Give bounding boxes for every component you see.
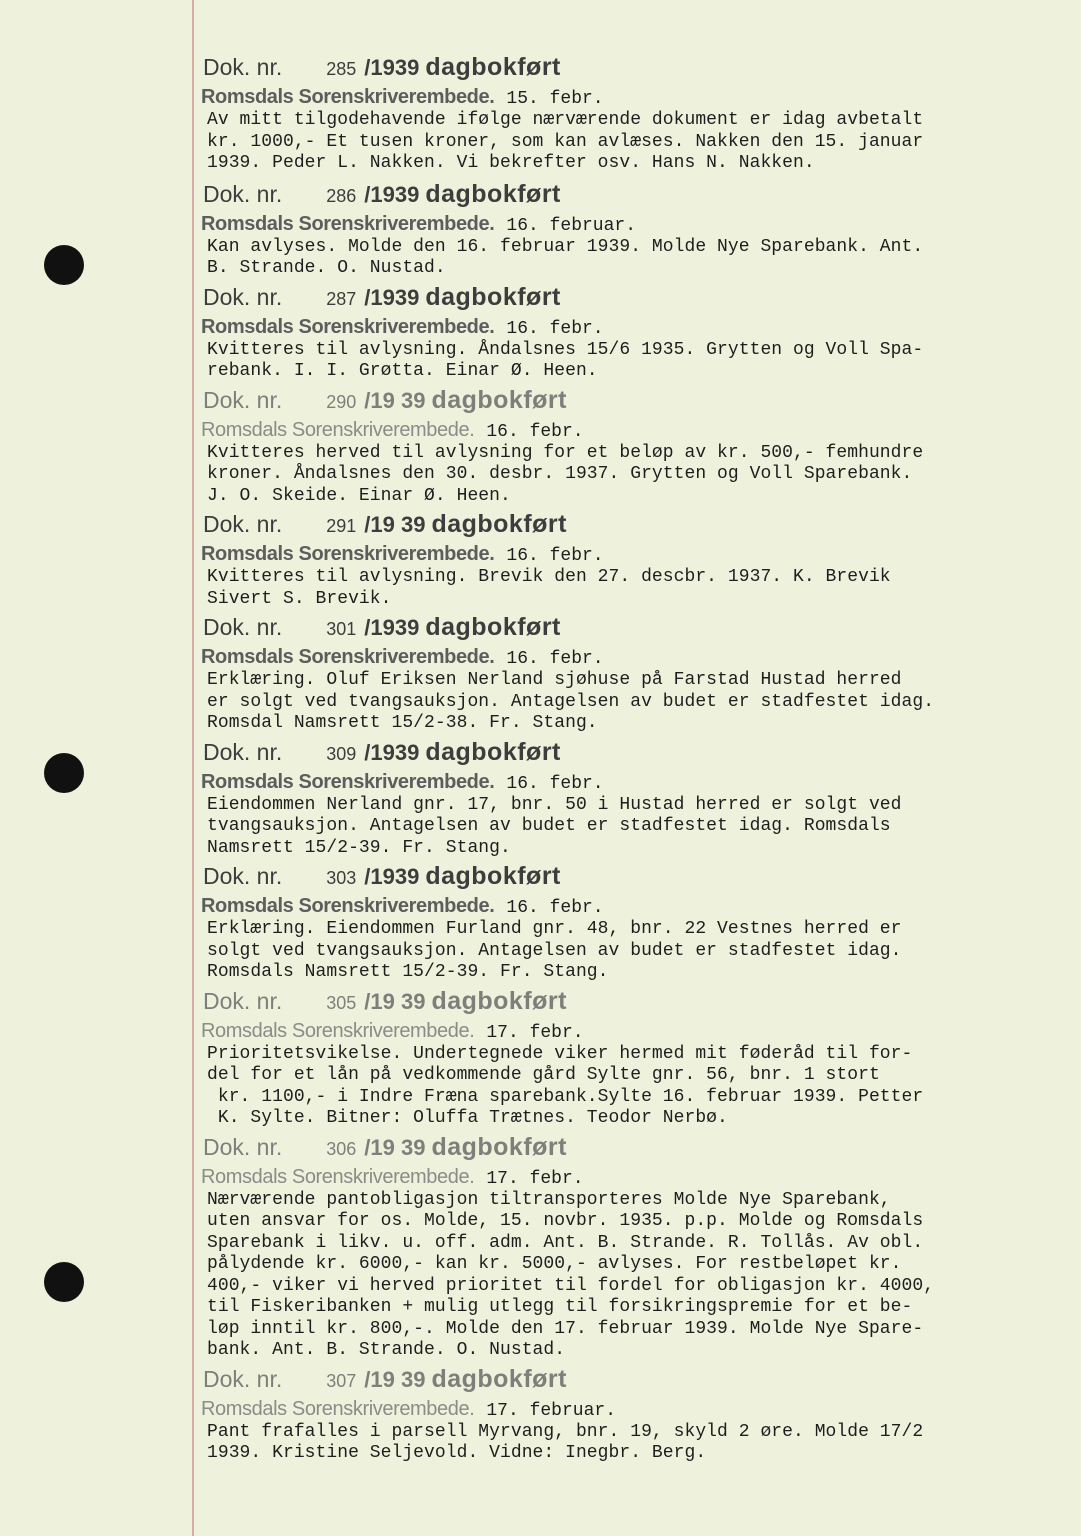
register-entry xyxy=(195,735,1065,860)
dagbokfort-label: dagbokført xyxy=(431,510,567,538)
entry-text-line: B. Strande. O. Nustad. xyxy=(207,258,446,278)
dagbokfort-label: dagbokført xyxy=(431,385,567,414)
entry-text-line: 400,- viker vi herved prioritet til fordel for obligasjon kr. 4000, xyxy=(207,1275,935,1296)
dok-year: /19 39 xyxy=(364,387,426,413)
entry-text-line: kr. 1100,- i Indre Fræna sparebank.Sylte 16. februar 1939. Petter xyxy=(207,1086,924,1107)
entry-date: 17. febr. xyxy=(486,1022,584,1043)
register-entry xyxy=(195,610,1065,735)
entry-date: 16. febr. xyxy=(506,318,604,339)
entry-text-line: Sivert S. Brevik. xyxy=(207,588,392,609)
register-entry xyxy=(195,1362,1065,1465)
dok-label: Dok. nr. xyxy=(203,1365,283,1392)
entry-text xyxy=(207,567,1065,610)
entry-date: 17. februar. xyxy=(486,1400,616,1421)
entry-text-line: Romsdals Namsrett 15/2-39. Fr. Stang. xyxy=(207,962,609,982)
office-line xyxy=(195,1396,1065,1422)
dok-stamp xyxy=(195,610,1065,644)
entry-text-line: uten ansvar for os. Molde, 15. novbr. 1935. p.p. Molde og Romsdals xyxy=(207,1211,924,1231)
dok-year: /19 39 xyxy=(364,988,426,1014)
office-stamp: Romsdals Sorenskriverembede. xyxy=(201,543,495,565)
office-stamp: Romsdals Sorenskriverembede. xyxy=(201,770,495,793)
office-stamp: Romsdals Sorenskriverembede. xyxy=(201,1165,475,1188)
dagbokfort-label: dagbokført xyxy=(425,282,561,311)
register-entry xyxy=(195,507,1065,610)
office-line xyxy=(195,84,1065,110)
register-entry xyxy=(195,177,1065,280)
entry-date: 16. februar. xyxy=(506,215,637,236)
office-stamp: Romsdals Sorenskriverembede. xyxy=(201,418,475,441)
register-entry xyxy=(195,984,1065,1130)
dok-stamp xyxy=(195,735,1065,769)
dagbokfort-label: dagbokført xyxy=(431,1132,567,1161)
entry-text xyxy=(207,1044,1065,1130)
dagbokfort-label: dagbokført xyxy=(431,986,567,1015)
office-line xyxy=(195,541,1065,567)
entry-text-line: rebank. I. I. Grøtta. Einar Ø. Heen. xyxy=(207,361,598,381)
entry-text xyxy=(207,237,1065,280)
entry-text xyxy=(207,670,1065,735)
entry-text xyxy=(207,1190,1065,1362)
register-entries xyxy=(195,50,1065,1465)
office-line xyxy=(195,769,1065,795)
dok-number: 285 xyxy=(326,59,357,79)
dok-year: /1939 xyxy=(364,181,420,207)
dok-number: 301 xyxy=(326,619,357,639)
entry-text xyxy=(207,1422,1065,1465)
entry-text-line: er solgt ved tvangsauksjon. Antagelsen av budet er stadfestet idag. xyxy=(207,691,935,712)
entry-text-line: solgt ved tvangsauksjon. Antagelsen av budet er stadfestet idag. xyxy=(207,940,902,961)
dok-year: /19 39 xyxy=(364,1366,426,1392)
dok-year: /1939 xyxy=(364,864,420,889)
dok-number: 307 xyxy=(326,1370,357,1391)
dok-year: /1939 xyxy=(364,739,420,765)
dok-number: 306 xyxy=(326,1138,357,1159)
entry-text xyxy=(207,795,1065,860)
dagbokfort-label: dagbokført xyxy=(425,613,561,641)
dok-stamp xyxy=(195,984,1065,1018)
dagbokfort-label: dagbokført xyxy=(425,179,561,208)
margin-line xyxy=(192,0,194,1536)
dok-number: 287 xyxy=(326,288,357,309)
dok-stamp xyxy=(195,280,1065,314)
entry-text-line: J. O. Skeide. Einar Ø. Heen. xyxy=(207,485,511,506)
entry-date: 16. febr. xyxy=(506,649,604,669)
dok-label: Dok. nr. xyxy=(203,863,283,889)
dok-year: /19 39 xyxy=(364,512,426,537)
office-line xyxy=(195,893,1065,919)
entry-text-line: Eiendommen Nerland gnr. 17, bnr. 50 i Hustad herred er solgt ved xyxy=(207,794,902,815)
entry-text-line: Kvitteres til avlysning. Åndalsnes 15/6 1935. Grytten og Voll Spa- xyxy=(207,339,924,360)
punch-hole xyxy=(44,753,84,793)
dok-number: 305 xyxy=(326,992,357,1013)
entry-text-line: bank. Ant. B. Strande. O. Nustad. xyxy=(207,1340,566,1360)
dok-stamp xyxy=(195,859,1065,893)
entry-text-line: Nærværende pantobligasjon tiltransporteres Molde Nye Sparebank, xyxy=(207,1189,891,1210)
entry-text-line: Prioritetsvikelse. Undertegnede viker hermed mit føderåd til for- xyxy=(207,1043,913,1064)
dok-year: /19 39 xyxy=(364,1134,426,1160)
entry-text-line: Romsdal Namsrett 15/2-38. Fr. Stang. xyxy=(207,713,598,733)
entry-text xyxy=(207,443,1065,508)
dok-year: /1939 xyxy=(364,615,420,640)
dok-stamp xyxy=(195,383,1065,417)
dok-year: /1939 xyxy=(364,55,420,80)
entry-date: 16. febr. xyxy=(506,773,604,794)
register-entry xyxy=(195,50,1065,175)
entry-date: 15. febr. xyxy=(506,89,604,109)
dok-label: Dok. nr. xyxy=(203,987,283,1014)
entry-text-line: 1939. Kristine Seljevold. Vidne: Inegbr. Berg. xyxy=(207,1443,707,1463)
register-entry xyxy=(195,280,1065,383)
entry-text-line: Kvitteres herved til avlysning for et beløp av kr. 500,- femhundre xyxy=(207,442,924,463)
dok-stamp xyxy=(195,507,1065,541)
entry-text-line: Pant frafalles i parsell Myrvang, bnr. 19, skyld 2 øre. Molde 17/2 xyxy=(207,1421,924,1442)
dok-label: Dok. nr. xyxy=(203,614,283,640)
entry-text-line: 1939. Peder L. Nakken. Vi bekrefter osv. Hans N. Nakken. xyxy=(207,153,815,173)
dok-number: 286 xyxy=(326,185,357,206)
entry-date: 17. febr. xyxy=(486,1168,584,1189)
register-entry xyxy=(195,859,1065,984)
dok-label: Dok. nr. xyxy=(203,386,283,413)
dok-label: Dok. nr. xyxy=(203,283,283,310)
entry-text-line: K. Sylte. Bitner: Oluffa Trætnes. Teodor Nerbø. xyxy=(207,1108,728,1128)
entry-text-line: Sparebank i likv. u. off. adm. Ant. B. Strande. R. Tollås. Av obl. xyxy=(207,1232,924,1253)
office-stamp: Romsdals Sorenskriverembede. xyxy=(201,86,495,108)
dok-year: /1939 xyxy=(364,284,420,310)
dok-stamp xyxy=(195,177,1065,211)
office-line xyxy=(195,1018,1065,1044)
entry-text-line: del for et lån på vedkommende gård Sylte gnr. 56, bnr. 1 stort xyxy=(207,1065,880,1085)
entry-text xyxy=(207,110,1065,175)
punch-hole xyxy=(44,1262,84,1302)
office-line xyxy=(195,417,1065,443)
dagbokfort-label: dagbokført xyxy=(425,862,561,890)
entry-text-line: til Fiskeribanken + mulig utlegg til forsikringspremie for et be- xyxy=(207,1297,913,1317)
dagbokfort-label: dagbokført xyxy=(425,737,561,766)
office-stamp: Romsdals Sorenskriverembede. xyxy=(201,1019,475,1042)
dok-stamp xyxy=(195,50,1065,84)
entry-text-line: pålydende kr. 6000,- kan kr. 5000,- avlyses. For restbeløpet kr. xyxy=(207,1254,902,1274)
dok-stamp xyxy=(195,1362,1065,1396)
entry-text-line: Erklæring. Eiendommen Furland gnr. 48, bnr. 22 Vestnes herred er xyxy=(207,919,902,939)
entry-text-line: Namsrett 15/2-39. Fr. Stang. xyxy=(207,837,511,858)
register-entry xyxy=(195,383,1065,508)
entry-date: 16. febr. xyxy=(506,898,604,918)
dok-number: 291 xyxy=(326,516,357,536)
entry-date: 16. febr. xyxy=(506,546,604,566)
dagbokfort-label: dagbokført xyxy=(431,1364,567,1393)
punch-hole xyxy=(44,245,84,285)
dagbokfort-label: dagbokført xyxy=(425,53,561,81)
office-line xyxy=(195,211,1065,237)
entry-text-line: tvangsauksjon. Antagelsen av budet er stadfestet idag. Romsdals xyxy=(207,816,891,836)
dok-stamp xyxy=(195,1130,1065,1164)
office-stamp: Romsdals Sorenskriverembede. xyxy=(201,646,495,668)
entry-text-line: kroner. Åndalsnes den 30. desbr. 1937. Grytten og Voll Sparebank. xyxy=(207,464,913,484)
entry-text-line: Kan avlyses. Molde den 16. februar 1939. Molde Nye Sparebank. Ant. xyxy=(207,236,924,257)
entry-text-line: Kvitteres til avlysning. Brevik den 27. descbr. 1937. K. Brevik xyxy=(207,567,891,587)
entry-text-line: kr. 1000,- Et tusen kroner, som kan avlæses. Nakken den 15. januar xyxy=(207,131,924,152)
office-line xyxy=(195,1164,1065,1190)
office-line xyxy=(195,644,1065,670)
dok-label: Dok. nr. xyxy=(203,738,283,765)
office-stamp: Romsdals Sorenskriverembede. xyxy=(201,212,495,235)
entry-text-line: Erklæring. Oluf Eriksen Nerland sjøhuse på Farstad Hustad herred xyxy=(207,670,902,690)
dok-number: 303 xyxy=(326,868,357,888)
entry-text-line: løp inntil kr. 800,-. Molde den 17. februar 1939. Molde Nye Spare- xyxy=(207,1318,924,1339)
dok-label: Dok. nr. xyxy=(203,180,283,207)
dok-label: Dok. nr. xyxy=(203,1133,283,1160)
office-stamp: Romsdals Sorenskriverembede. xyxy=(201,895,495,917)
office-line xyxy=(195,314,1065,340)
entry-date: 16. febr. xyxy=(486,421,584,442)
dok-label: Dok. nr. xyxy=(203,54,283,80)
entry-text xyxy=(207,919,1065,984)
dok-label: Dok. nr. xyxy=(203,511,283,537)
office-stamp: Romsdals Sorenskriverembede. xyxy=(201,1397,475,1420)
register-entry xyxy=(195,1130,1065,1362)
dok-number: 309 xyxy=(326,743,357,764)
office-stamp: Romsdals Sorenskriverembede. xyxy=(201,315,495,338)
entry-text xyxy=(207,340,1065,383)
dok-number: 290 xyxy=(326,391,357,412)
entry-text-line: Av mitt tilgodehavende ifølge nærværende dokument er idag avbetalt xyxy=(207,110,924,130)
